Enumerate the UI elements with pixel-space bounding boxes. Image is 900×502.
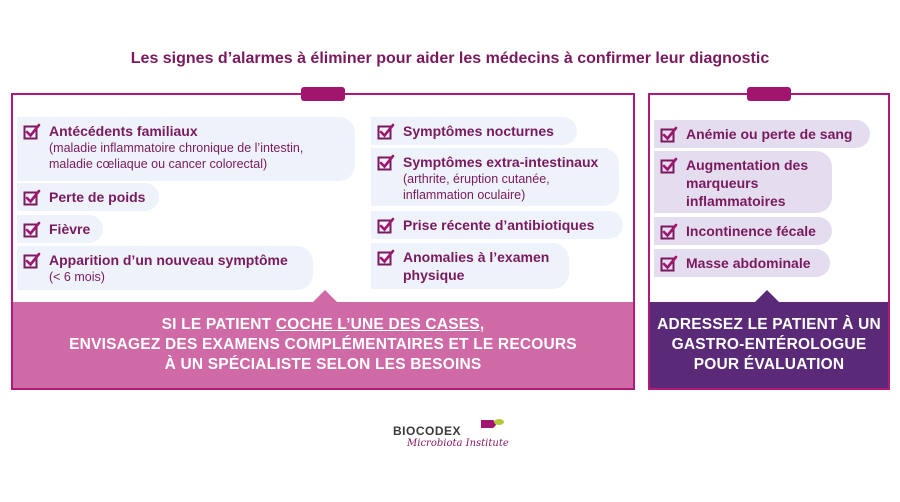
red-flags-panel <box>11 93 635 390</box>
checklist-item <box>371 148 619 206</box>
biocodex-logo <box>393 418 513 458</box>
checklist-item <box>371 243 569 289</box>
banner-line3: POUR ÉVALUATION <box>693 356 845 373</box>
item-label: Perte de poids <box>49 189 146 205</box>
checklist-item <box>371 211 623 239</box>
item-detail: (maladie inflammatoire chronique de l’intestin, maladie cœliaque ou cancer colorectal) <box>49 141 304 171</box>
action-banner <box>13 302 633 388</box>
checklist-item <box>17 117 355 181</box>
referral-panel <box>648 93 890 390</box>
banner-line2: ENVISAGEZ DES EXAMENS COMPLÉMENTAIRES ET LE RECOURS <box>69 336 577 353</box>
panel-tab <box>747 87 791 101</box>
item-label: Prise récente d’antibiotiques <box>403 217 595 233</box>
checklist-item <box>654 120 870 148</box>
item-label: Anémie ou perte de sang <box>686 126 853 142</box>
checklist-item <box>17 246 313 290</box>
item-label: Symptômes extra-intestinaux <box>403 154 599 170</box>
checked-box-icon <box>23 221 41 239</box>
checklist-item <box>17 215 103 243</box>
item-label: Fièvre <box>49 221 91 237</box>
checked-box-icon <box>377 249 395 267</box>
banner-line3: À UN SPÉCIALISTE SELON LES BESOINS <box>164 356 482 373</box>
logo-wordmark: BIOCODEX <box>393 424 462 438</box>
page-title: Les signes d’alarmes à éliminer pour aider les médecins à confirmer leur diagnostic <box>130 50 770 67</box>
checked-box-icon <box>660 157 678 175</box>
item-label: Symptômes nocturnes <box>403 123 554 139</box>
banner-line1-underlined: COCHE L’UNE DES CASES <box>275 316 480 333</box>
item-detail: (arthrite, éruption cutanée, inflammation oculaire) <box>403 172 550 202</box>
checklist-item <box>654 217 832 245</box>
checked-box-icon <box>23 252 41 270</box>
checklist-item <box>654 249 830 277</box>
referral-banner <box>650 302 888 388</box>
banner-notch <box>313 290 337 302</box>
item-label: Apparition d’un nouveau symptôme <box>49 252 288 268</box>
banner-line2: GASTRO-ENTÉROLOGUE <box>671 336 867 353</box>
checked-box-icon <box>23 189 41 207</box>
checked-box-icon <box>377 154 395 172</box>
item-label: Masse abdominale <box>686 255 811 271</box>
banner-line1-post: , <box>479 316 485 333</box>
banner-line1-pre: SI LE PATIENT <box>161 316 276 333</box>
banner-line1: ADRESSEZ LE PATIENT À UN <box>657 316 881 333</box>
logo-script: Microbiota Institute <box>407 438 509 449</box>
checked-box-icon <box>377 123 395 141</box>
item-label: Augmentation des marqueurs inflammatoires <box>686 157 809 209</box>
checked-box-icon <box>660 126 678 144</box>
banner-notch <box>755 290 779 302</box>
logo-mark-icon <box>479 418 505 436</box>
checked-box-icon <box>23 123 41 141</box>
checked-box-icon <box>660 223 678 241</box>
item-label: Antécédents familiaux <box>49 123 198 139</box>
item-detail: (< 6 mois) <box>49 270 105 284</box>
panel-tab <box>301 87 345 101</box>
checklist-item <box>654 151 832 213</box>
item-label: Anomalies à l’examen physique <box>403 249 550 283</box>
checklist-item <box>17 183 159 211</box>
checked-box-icon <box>377 217 395 235</box>
item-label: Incontinence fécale <box>686 223 816 239</box>
checklist-item <box>371 117 577 145</box>
checked-box-icon <box>660 255 678 273</box>
